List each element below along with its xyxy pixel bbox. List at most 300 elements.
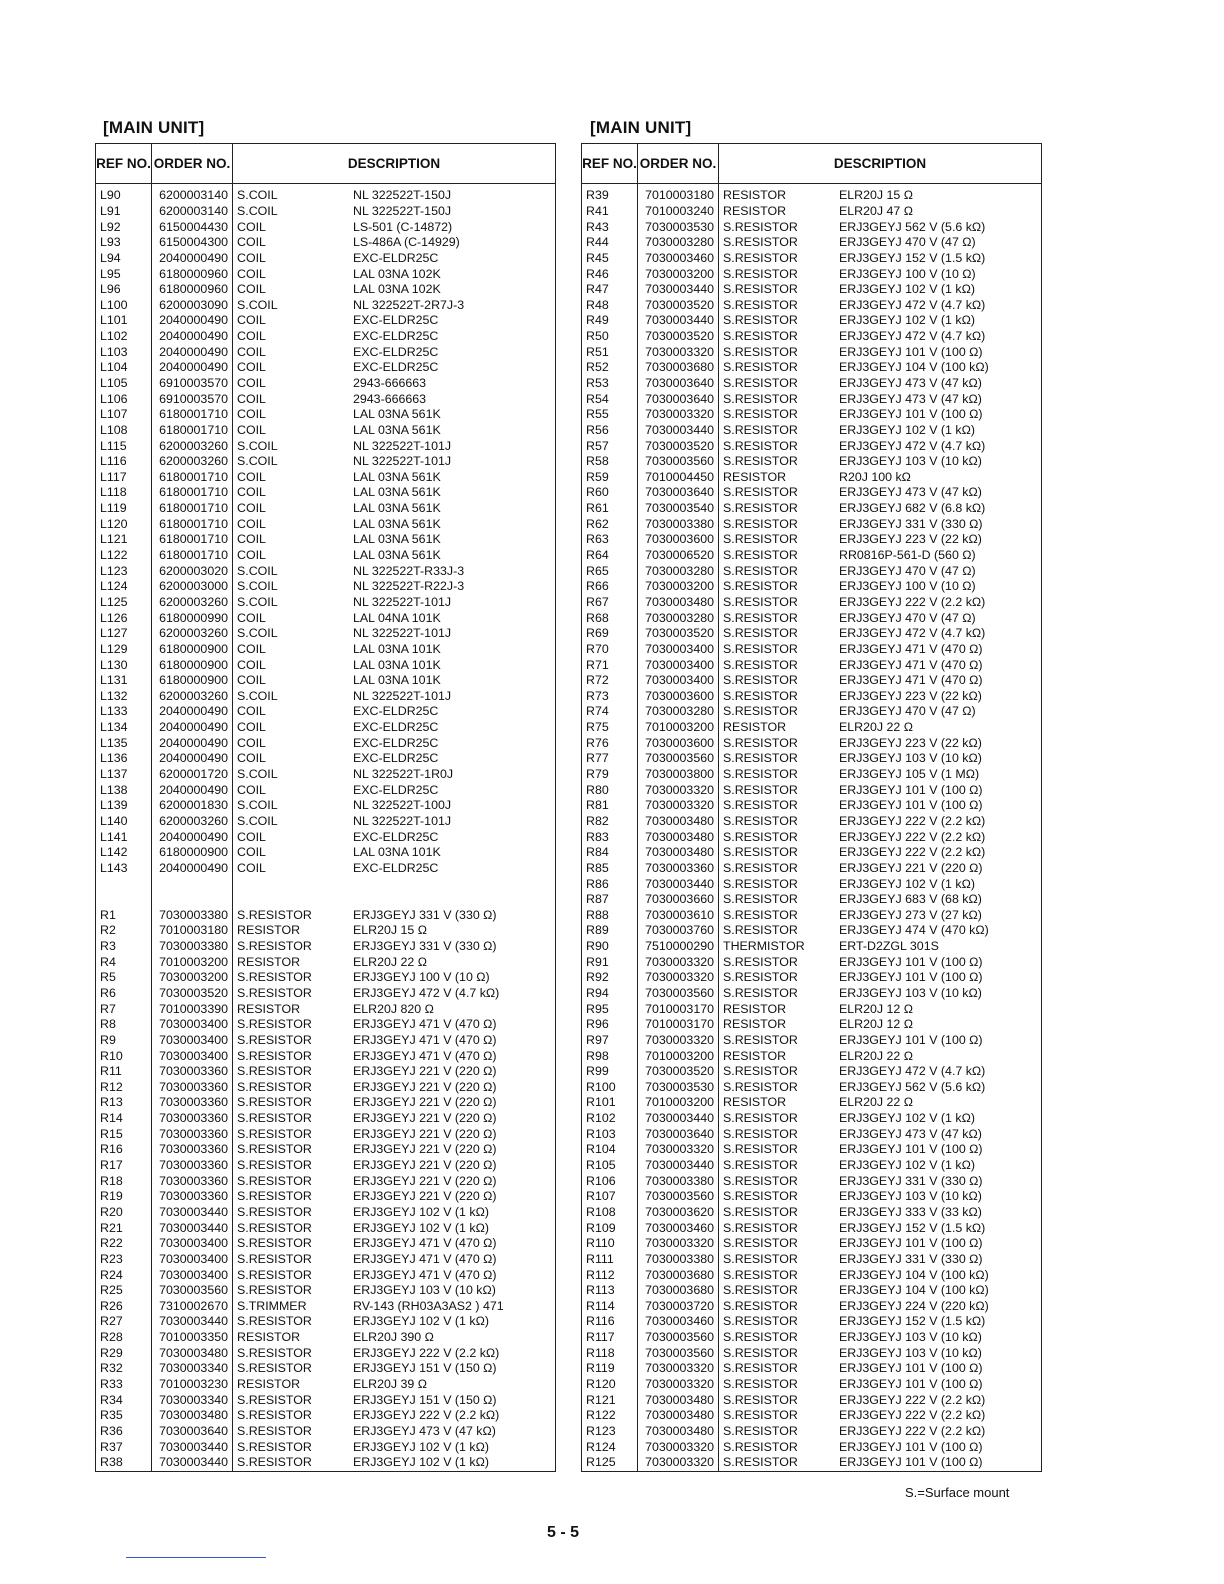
- model-cell: NL 322522T-1R0J: [353, 767, 454, 782]
- ref-cell: R47: [582, 282, 638, 298]
- ref-cell: R91: [582, 954, 638, 970]
- ref-cell: L106: [96, 391, 152, 407]
- table-row: [582, 735, 1042, 751]
- order-number-cell: 7030003720: [638, 1298, 719, 1314]
- description-cell: S.RESISTOR: [723, 1236, 798, 1251]
- table-row: [582, 1173, 1042, 1189]
- order-number-cell: 7030003680: [638, 360, 719, 376]
- description-cell: S.RESISTOR: [723, 219, 798, 234]
- model-cell: ERJ3GEYJ 102 V (1 kΩ): [353, 1455, 489, 1470]
- description-cell: S.RESISTOR: [237, 1392, 312, 1407]
- order-number-cell: 7030003400: [152, 1033, 233, 1049]
- description-cell: S.COIL: [237, 188, 278, 203]
- table-row: [96, 485, 556, 501]
- order-number-cell: 6180001710: [152, 407, 233, 423]
- model-cell: LAL 03NA 101K: [353, 673, 441, 688]
- description-cell: S.RESISTOR: [723, 1064, 798, 1079]
- table-row: [96, 1330, 556, 1346]
- order-number-cell: 7030003360: [152, 1111, 233, 1127]
- table-row: [96, 1392, 556, 1408]
- ref-cell: R37: [96, 1439, 152, 1455]
- footnote: S.=Surface mount: [905, 1485, 1010, 1500]
- model-cell: ERT-D2ZGL 301S: [839, 939, 939, 954]
- model-cell: ERJ3GEYJ 223 V (22 kΩ): [839, 532, 982, 547]
- table-row: [582, 1298, 1042, 1314]
- order-number-cell: 7030003480: [152, 1345, 233, 1361]
- model-cell: ERJ3GEYJ 221 V (220 Ω): [353, 1064, 497, 1079]
- description-cell: S.RESISTOR: [723, 266, 798, 281]
- model-cell: ERJ3GEYJ 100 V (10 Ω): [353, 970, 490, 985]
- model-cell: ERJ3GEYJ 221 V (220 Ω): [353, 1111, 497, 1126]
- ref-cell: R5: [96, 970, 152, 986]
- table-row: [582, 1236, 1042, 1252]
- model-cell: ERJ3GEYJ 100 V (10 Ω): [839, 579, 976, 594]
- description-cell: S.RESISTOR: [723, 235, 798, 250]
- table-row: [582, 954, 1042, 970]
- order-number-cell: 7030003480: [638, 1408, 719, 1424]
- model-cell: NL 322522T-150J: [353, 188, 452, 203]
- model-cell: ERJ3GEYJ 470 V (47 Ω): [839, 235, 976, 250]
- ref-cell: R9: [96, 1033, 152, 1049]
- order-number-cell: 7030003480: [152, 1408, 233, 1424]
- model-cell: ERJ3GEYJ 222 V (2.2 kΩ): [839, 1408, 986, 1423]
- description-cell: COIL: [237, 344, 266, 359]
- order-number-cell: 7010003180: [638, 184, 719, 204]
- order-number-cell: 6180001710: [152, 485, 233, 501]
- left-section-title: [MAIN UNIT]: [103, 118, 205, 137]
- description-cell: S.RESISTOR: [723, 516, 798, 531]
- table-row: [96, 407, 556, 423]
- order-number-cell: 6200003260: [152, 626, 233, 642]
- ref-cell: R43: [582, 219, 638, 235]
- order-number-cell: 7030003560: [638, 986, 719, 1002]
- ref-cell: R35: [96, 1408, 152, 1424]
- ref-cell: R20: [96, 1205, 152, 1221]
- order-number-cell: 7030003380: [638, 1173, 719, 1189]
- left-table-body: [96, 184, 556, 1472]
- table-row: [96, 1220, 556, 1236]
- order-number-cell: 2040000490: [152, 735, 233, 751]
- model-cell: ELR20J 22 Ω: [839, 1048, 914, 1063]
- table-row: [96, 1064, 556, 1080]
- description-cell: COIL: [237, 376, 266, 390]
- ref-cell: R113: [582, 1283, 638, 1299]
- header-ref: REF NO.: [96, 144, 152, 184]
- order-number-cell: 7030003440: [638, 282, 719, 298]
- table-row: [96, 1377, 556, 1393]
- ref-cell: R77: [582, 751, 638, 767]
- description-cell: S.RESISTOR: [723, 563, 798, 578]
- order-number-cell: 6180000900: [152, 673, 233, 689]
- ref-cell: L100: [96, 297, 152, 313]
- table-row: [96, 344, 556, 360]
- table-row: [96, 845, 556, 861]
- model-cell: ERJ3GEYJ 222 V (2.2 kΩ): [353, 1408, 500, 1423]
- order-number-cell: 6200003090: [152, 297, 233, 313]
- ref-cell: L94: [96, 251, 152, 267]
- header-order: ORDER NO.: [152, 144, 233, 184]
- ref-cell: R84: [582, 845, 638, 861]
- ref-cell: L104: [96, 360, 152, 376]
- description-cell: S.RESISTOR: [723, 1158, 798, 1173]
- model-cell: ERJ3GEYJ 222 V (2.2 kΩ): [839, 845, 986, 860]
- order-number-cell: 7030003360: [152, 1189, 233, 1205]
- right-table-body: [582, 184, 1042, 1472]
- order-number-cell: 6180000990: [152, 610, 233, 626]
- table-row: [582, 907, 1042, 923]
- table-header-row: [96, 144, 556, 184]
- model-cell: ERJ3GEYJ 470 V (47 Ω): [839, 704, 976, 719]
- table-row: [582, 1408, 1042, 1424]
- order-number-cell: 7030003480: [638, 829, 719, 845]
- table-row: [96, 297, 556, 313]
- description-cell: [233, 892, 350, 908]
- description-cell: S.RESISTOR: [723, 1330, 798, 1345]
- order-number-cell: 7030006520: [638, 548, 719, 564]
- description-cell: S.COIL: [237, 594, 278, 609]
- ref-cell: L102: [96, 329, 152, 345]
- description-cell: S.RESISTOR: [723, 1142, 798, 1157]
- table-row: [582, 1205, 1042, 1221]
- model-cell: ERJ3GEYJ 473 V (47 kΩ): [353, 1423, 496, 1438]
- model-cell: ELR20J 22 Ω: [839, 720, 914, 735]
- description-cell: S.RESISTOR: [237, 970, 312, 985]
- description-cell: S.RESISTOR: [723, 594, 798, 609]
- order-number-cell: 7030003400: [152, 1236, 233, 1252]
- model-cell: ERJ3GEYJ 101 V (100 Ω): [839, 407, 983, 422]
- order-number-cell: 7030003440: [638, 1111, 719, 1127]
- ref-cell: R121: [582, 1392, 638, 1408]
- description-cell: S.RESISTOR: [237, 907, 312, 922]
- order-number-cell: 7030003560: [638, 1345, 719, 1361]
- ref-cell: [96, 876, 152, 892]
- model-cell: LAL 03NA 101K: [353, 641, 441, 656]
- table-row: [582, 344, 1042, 360]
- ref-cell: L90: [96, 184, 152, 204]
- table-header-row: [582, 144, 1042, 184]
- table-row: [96, 923, 556, 939]
- model-cell: EXC-ELDR25C: [353, 329, 439, 344]
- ref-cell: R100: [582, 1080, 638, 1096]
- order-number-cell: 7030003320: [638, 782, 719, 798]
- description-cell: S.RESISTOR: [237, 1361, 312, 1376]
- ref-cell: R72: [582, 673, 638, 689]
- ref-cell: L105: [96, 376, 152, 392]
- model-cell: ERJ3GEYJ 331 V (330 Ω): [353, 907, 497, 922]
- ref-cell: R97: [582, 1033, 638, 1049]
- order-number-cell: 6200003260: [152, 438, 233, 454]
- model-cell: ERJ3GEYJ 101 V (100 Ω): [839, 344, 983, 359]
- description-cell: S.RESISTOR: [237, 1048, 312, 1063]
- order-number-cell: 7030003610: [638, 907, 719, 923]
- model-cell: LAL 03NA 561K: [353, 485, 441, 500]
- order-number-cell: 2040000490: [152, 360, 233, 376]
- model-cell: LS-501 (C-14872): [353, 219, 453, 234]
- model-cell: ERJ3GEYJ 223 V (22 kΩ): [839, 688, 982, 703]
- description-cell: S.COIL: [237, 813, 278, 828]
- order-number-cell: 7030003320: [638, 1236, 719, 1252]
- order-number-cell: 7030003400: [638, 657, 719, 673]
- ref-cell: R96: [582, 1017, 638, 1033]
- description-cell: S.RESISTOR: [723, 313, 798, 328]
- description-cell: S.RESISTOR: [723, 876, 798, 891]
- table-row: [96, 1283, 556, 1299]
- description-cell: S.RESISTOR: [723, 1423, 798, 1438]
- table-row: [96, 1252, 556, 1268]
- order-number-cell: 7030003280: [638, 563, 719, 579]
- table-row: [582, 1439, 1042, 1455]
- description-cell: S.COIL: [237, 438, 278, 453]
- ref-cell: R24: [96, 1267, 152, 1283]
- ref-cell: R114: [582, 1298, 638, 1314]
- model-cell: ERJ3GEYJ 562 V (5.6 kΩ): [839, 1079, 986, 1094]
- description-cell: COIL: [237, 469, 266, 484]
- description-cell: S.RESISTOR: [237, 1017, 312, 1032]
- ref-cell: R75: [582, 720, 638, 736]
- description-cell: RESISTOR: [723, 1095, 787, 1110]
- ref-cell: R23: [96, 1252, 152, 1268]
- ref-cell: R21: [96, 1220, 152, 1236]
- ref-cell: L96: [96, 282, 152, 298]
- description-cell: COIL: [237, 329, 266, 344]
- description-cell: S.RESISTOR: [723, 688, 798, 703]
- table-row: [96, 704, 556, 720]
- order-number-cell: 7030003440: [152, 1314, 233, 1330]
- description-cell: COIL: [237, 845, 266, 860]
- table-row: [582, 548, 1042, 564]
- table-row: [582, 876, 1042, 892]
- model-cell: ERJ3GEYJ 101 V (100 Ω): [839, 954, 983, 969]
- order-number-cell: 6180001710: [152, 548, 233, 564]
- model-cell: ERJ3GEYJ 471 V (470 Ω): [353, 1236, 497, 1251]
- order-number-cell: 7030003460: [638, 251, 719, 267]
- description-cell: S.RESISTOR: [723, 1189, 798, 1204]
- description-cell: S.RESISTOR: [723, 954, 798, 969]
- description-cell: S.RESISTOR: [723, 1032, 798, 1047]
- table-row: [582, 1142, 1042, 1158]
- order-number-cell: 6150004430: [152, 219, 233, 235]
- description-cell: S.RESISTOR: [723, 1377, 798, 1391]
- description-cell: RESISTOR: [723, 1001, 787, 1016]
- order-number-cell: 7030003360: [152, 1142, 233, 1158]
- table-row: [96, 1361, 556, 1377]
- ref-cell: L130: [96, 657, 152, 673]
- order-number-cell: 6200003260: [152, 454, 233, 470]
- order-number-cell: 6150004300: [152, 235, 233, 251]
- model-cell: LAL 03NA 561K: [353, 469, 441, 484]
- order-number-cell: 2040000490: [152, 751, 233, 767]
- model-cell: ERJ3GEYJ 103 V (10 kΩ): [839, 1330, 982, 1345]
- model-cell: NL 322522T-101J: [353, 438, 452, 453]
- ref-cell: R38: [96, 1455, 152, 1471]
- table-row: [96, 954, 556, 970]
- table-row: [96, 376, 556, 392]
- model-cell: ERJ3GEYJ 102 V (1 kΩ): [839, 422, 975, 437]
- ref-cell: R2: [96, 923, 152, 939]
- order-number-cell: 7010003170: [638, 1017, 719, 1033]
- ref-cell: R108: [582, 1205, 638, 1221]
- description-cell: THERMISTOR: [723, 939, 805, 954]
- ref-cell: L95: [96, 266, 152, 282]
- table-row: [96, 1236, 556, 1252]
- model-cell: ELR20J 47 Ω: [839, 203, 914, 218]
- description-cell: S.RESISTOR: [723, 329, 798, 344]
- ref-cell: R102: [582, 1111, 638, 1127]
- table-row: [96, 423, 556, 439]
- table-row: [96, 798, 556, 814]
- order-number-cell: 7010003390: [152, 1001, 233, 1017]
- table-row: [96, 1298, 556, 1314]
- description-cell: COIL: [237, 704, 266, 719]
- description-cell: COIL: [237, 516, 266, 531]
- order-number-cell: 7030003680: [638, 1267, 719, 1283]
- header-order: ORDER NO.: [638, 144, 719, 184]
- description-cell: S.RESISTOR: [723, 1251, 798, 1266]
- ref-cell: R99: [582, 1064, 638, 1080]
- description-cell: S.RESISTOR: [723, 282, 798, 297]
- table-row: [582, 501, 1042, 517]
- table-row: [582, 970, 1042, 986]
- table-row: [96, 829, 556, 845]
- model-cell: ERJ3GEYJ 472 V (4.7 kΩ): [839, 438, 986, 453]
- order-number-cell: 7030003520: [152, 986, 233, 1002]
- table-row: [582, 1283, 1042, 1299]
- ref-cell: R88: [582, 907, 638, 923]
- order-number-cell: 2040000490: [152, 344, 233, 360]
- model-cell: EXC-ELDR25C: [353, 720, 439, 735]
- ref-cell: L135: [96, 735, 152, 751]
- model-cell: ERJ3GEYJ 102 V (1 kΩ): [839, 313, 975, 328]
- model-cell: ELR20J 39 Ω: [353, 1377, 428, 1391]
- model-cell: ERJ3GEYJ 221 V (220 Ω): [839, 860, 983, 875]
- description-cell: S.RESISTOR: [723, 438, 798, 453]
- model-cell: NL 322522T-101J: [353, 594, 452, 609]
- model-cell: ERJ3GEYJ 472 V (4.7 kΩ): [839, 297, 986, 312]
- description-cell: S.RESISTOR: [237, 1423, 312, 1438]
- ref-cell: R34: [96, 1392, 152, 1408]
- order-number-cell: 7030003440: [638, 313, 719, 329]
- model-cell: EXC-ELDR25C: [353, 860, 439, 875]
- ref-cell: R83: [582, 829, 638, 845]
- model-cell: ERJ3GEYJ 562 V (5.6 kΩ): [839, 219, 986, 234]
- order-number-cell: 7030003320: [638, 1377, 719, 1393]
- ref-cell: R79: [582, 767, 638, 783]
- description-cell: S.RESISTOR: [723, 297, 798, 312]
- model-cell: ERJ3GEYJ 472 V (4.7 kΩ): [839, 329, 986, 344]
- description-cell: S.RESISTOR: [723, 767, 798, 782]
- ref-cell: R44: [582, 235, 638, 251]
- parts-table-left: [95, 143, 556, 1472]
- table-row: [96, 1189, 556, 1205]
- description-cell: S.RESISTOR: [723, 376, 798, 390]
- order-number-cell: 7030003640: [152, 1424, 233, 1440]
- table-row: [96, 1439, 556, 1455]
- ref-cell: L122: [96, 548, 152, 564]
- description-cell: COIL: [237, 219, 266, 234]
- table-row: [582, 595, 1042, 611]
- model-cell: EXC-ELDR25C: [353, 250, 439, 265]
- order-number-cell: 7030003280: [638, 610, 719, 626]
- table-row: [96, 642, 556, 658]
- ref-cell: R120: [582, 1377, 638, 1393]
- description-cell: S.RESISTOR: [723, 860, 798, 875]
- description-cell: COIL: [237, 735, 266, 750]
- order-number-cell: 7030003480: [638, 845, 719, 861]
- model-cell: NL 322522T-101J: [353, 813, 452, 828]
- description-cell: S.COIL: [237, 626, 278, 641]
- description-cell: S.RESISTOR: [723, 407, 798, 422]
- ref-cell: L139: [96, 798, 152, 814]
- ref-cell: R8: [96, 1017, 152, 1033]
- table-row: [96, 184, 556, 204]
- ref-cell: L142: [96, 845, 152, 861]
- table-row: [96, 470, 556, 486]
- header-description: DESCRIPTION: [719, 144, 1042, 184]
- description-cell: COIL: [237, 266, 266, 281]
- description-cell: S.RESISTOR: [237, 1079, 312, 1094]
- right-section-title: [MAIN UNIT]: [590, 118, 692, 137]
- order-number-cell: 7030003800: [638, 767, 719, 783]
- model-cell: ERJ3GEYJ 224 V (220 kΩ): [839, 1298, 989, 1313]
- order-number-cell: 6200001720: [152, 767, 233, 783]
- table-row: [96, 579, 556, 595]
- model-cell: ERJ3GEYJ 222 V (2.2 kΩ): [839, 1392, 986, 1407]
- description-cell: COIL: [237, 641, 266, 656]
- table-row: [582, 861, 1042, 877]
- description-cell: S.RESISTOR: [237, 1204, 312, 1219]
- model-cell: ERJ3GEYJ 103 V (10 kΩ): [353, 1283, 496, 1298]
- description-cell: COIL: [237, 360, 266, 375]
- table-row: [582, 1424, 1042, 1440]
- table-row: [96, 235, 556, 251]
- order-number-cell: 7030003280: [638, 704, 719, 720]
- table-row: [582, 1048, 1042, 1064]
- ref-cell: [96, 892, 152, 908]
- ref-cell: R68: [582, 610, 638, 626]
- order-number-cell: 7030003380: [152, 907, 233, 923]
- model-cell: ERJ3GEYJ 473 V (47 kΩ): [839, 1126, 982, 1141]
- order-number-cell: 7030003320: [638, 1142, 719, 1158]
- table-row: [582, 184, 1042, 204]
- model-cell: ERJ3GEYJ 333 V (33 kΩ): [839, 1204, 982, 1219]
- description-cell: S.RESISTOR: [723, 1204, 798, 1219]
- ref-cell: R1: [96, 907, 152, 923]
- model-cell: ERJ3GEYJ 221 V (220 Ω): [353, 1173, 497, 1188]
- table-row: [96, 219, 556, 235]
- order-number-cell: 6180001710: [152, 501, 233, 517]
- model-cell: ERJ3GEYJ 682 V (6.8 kΩ): [839, 501, 986, 516]
- order-number-cell: 7030003640: [638, 485, 719, 501]
- order-number-cell: 7030003320: [638, 970, 719, 986]
- order-number-cell: 6200003020: [152, 563, 233, 579]
- description-cell: S.TRIMMER: [237, 1298, 307, 1313]
- ref-cell: L141: [96, 829, 152, 845]
- order-number-cell: 6200003260: [152, 595, 233, 611]
- description-cell: S.COIL: [237, 454, 278, 469]
- order-number-cell: 6180001710: [152, 516, 233, 532]
- description-cell: COIL: [237, 782, 266, 797]
- model-cell: ERJ3GEYJ 105 V (1 MΩ): [839, 767, 980, 782]
- table-row: [582, 532, 1042, 548]
- table-row: [96, 1173, 556, 1189]
- ref-cell: R46: [582, 266, 638, 282]
- ref-cell: R14: [96, 1111, 152, 1127]
- model-cell: ERJ3GEYJ 104 V (100 kΩ): [839, 360, 989, 375]
- model-cell: RV-143 (RH03A3AS2 ) 471: [353, 1298, 504, 1313]
- model-cell: ERJ3GEYJ 102 V (1 kΩ): [353, 1314, 489, 1329]
- ref-cell: R95: [582, 1001, 638, 1017]
- model-cell: LAL 03NA 102K: [353, 266, 441, 281]
